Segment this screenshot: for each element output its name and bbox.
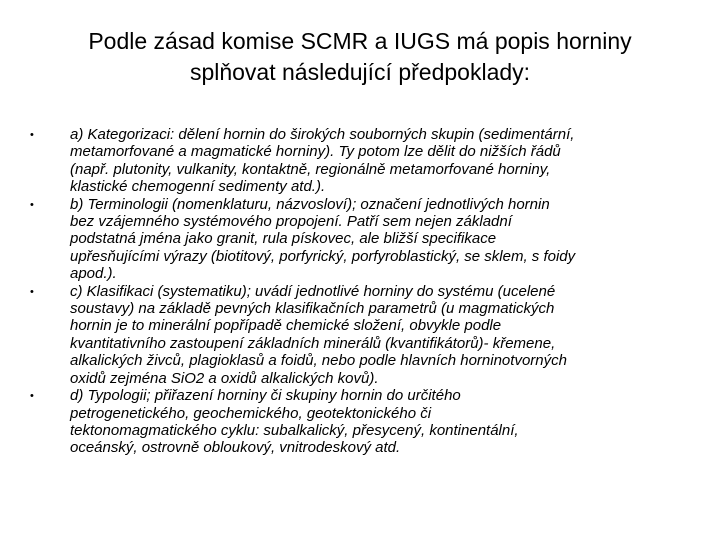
bullet-marker: • [30,390,34,403]
bullet-line: podstatná jména jako granit, rula pískovec, ale bližší specifikace [70,230,497,248]
bullet-text [70,283,700,387]
bullet-item-c [0,283,720,387]
bullet-line: (např. plutonity, vulkanity, kontaktně, regionálně metamorfované horniny, [70,160,551,178]
bullet-line: b) Terminologii (nomenklaturu, názvosloví); označení jednotlivých hornin [70,195,550,213]
bullet-line: kvantitativního zastoupení základních minerálů (kvantifikátorů)- křemene, [70,334,556,352]
bullet-marker: • [30,285,34,298]
bullet-line: oxidů zejména SiO2 a oxidů alkalických kovů). [70,369,379,387]
bullet-line: bez vzájemného systémového propojení. Patří sem nejen základní [70,213,512,231]
bullet-marker: • [30,129,34,141]
bullet-line: alkalických živců, plagioklasů a foidů, nebo podle hlavních horninotvorných [70,352,567,370]
bullet-line: c) Klasifikaci (systematiku); uvádí jednotlivé horniny do systému (ucelené [70,282,556,300]
bullet-text [70,387,700,457]
title-line-2: splňovat následující předpoklady: [189,59,531,85]
bullet-item-b [0,196,720,283]
bullet-item-d [0,387,720,457]
bullet-line: metamorfované a magmatické horniny). Ty potom lze dělit do nižších řádů [70,143,561,161]
bullet-line: klastické chemogenní sedimenty atd.). [70,178,326,196]
bullet-line: a) Kategorizaci: dělení hornin do širokých souborných skupin (sedimentární, [70,126,575,143]
bullet-line: soustavy) na základě pevných klasifikačních parametrů (u magmatických [70,300,555,318]
bullet-line: apod.). [70,265,117,283]
bullet-text [70,126,700,196]
bullet-line: upřesňujícími výrazy (biotitový, porfyrický, porfyroblastický, se sklem, s foidy [70,247,576,265]
slide-title [40,26,680,88]
title-line-1: Podle zásad komise SCMR a IUGS má popis horniny [88,28,632,54]
bullet-text [70,196,700,283]
bullet-line: petrogenetického, geochemického, geotektonického či [70,404,432,422]
bullet-marker: • [30,198,34,211]
bullet-list [0,126,720,457]
bullet-line: oceánský, ostrovně obloukový, vnitrodeskový atd. [70,439,401,457]
bullet-item-a [0,126,720,196]
bullet-line: tektonomagmatického cyklu: subalkalický, přesycený, kontinentální, [70,421,519,439]
bullet-line: hornin je to minerální popřípadě chemické složení, obvykle podle [70,317,502,335]
bullet-line: d) Typologii; přiřazení horniny či skupiny hornin do určitého [70,387,461,405]
